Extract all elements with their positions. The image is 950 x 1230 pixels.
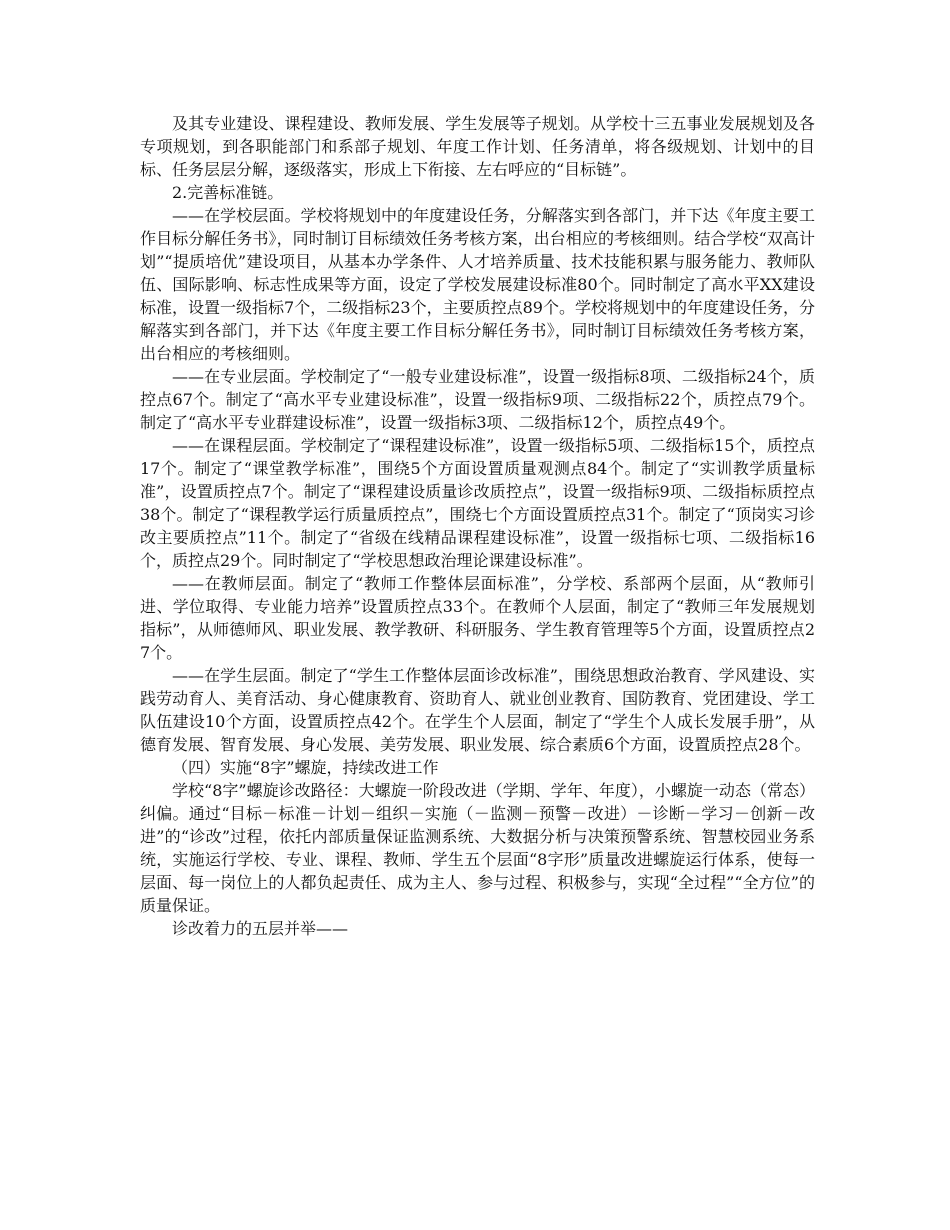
paragraph-standard-chain-heading: 2.完善标准链。 xyxy=(172,183,284,202)
paragraph-spiral-path: 学校“8字”螺旋诊改路径：大螺旋一阶段改进（学期、学年、年度），小螺旋一动态（常态）纠偏。通过“目标－标准－计划－组织－实施（－监测－预警－改进）－诊断－学习－创新－改进”的“诊改”过程，依托内部质量保证监测系统、大数据分析与决策预警系统、智慧校园业务系统，实施运行学校、专业、课程、教师、学生五个层面“8字形”质量改进螺旋运行体系，使每一层面、每一岗位上的人都负起责任、成为主人、参与过程、积极参与，实现“全过程”“全方位”的质量保证。 xyxy=(140,781,815,915)
paragraph-school-level: ——在学校层面。学校将规划中的年度建设任务，分解落实到各部门，并下达《年度主要工作目标分解任务书》，同时制订目标绩效任务考核方案，出台相应的考核细则。结合学校“双高计划”“提质培优”建设项目，从基本办学条件、人才培养质量、技术技能积累与服务能力、教师队伍、国际影响、标志性成果等方面，设定了学校发展建设标准80个。同时制定了高水平XX建设标准，设置一级指标7个，二级指标23个，主要质控点89个。学校将规划中的年度建设任务，分解落实到各部门，并下达《年度主要工作目标分解任务书》，同时制订目标绩效任务考核方案，出台相应的考核细则。 xyxy=(140,206,815,363)
paragraph-goal-chain: 及其专业建设、课程建设、教师发展、学生发展等子规划。从学校十三五事业发展规划及各专项规划，到各职能部门和系部子规划、年度工作计划、任务清单，将各级规划、计划中的目标、任务层层分解，逐级落实，形成上下衔接、左右呼应的“目标链”。 xyxy=(140,114,815,179)
section-heading-spiral: （四）实施“8字”螺旋，持续改进工作 xyxy=(172,758,439,777)
paragraph-teacher-level: ——在教师层面。制定了“教师工作整体层面标准”，分学校、系部两个层面，从“教师引进、学位取得、专业能力培养”设置质控点33个。在教师个人层面，制定了“教师三年发展规划指标”，从师德师风、职业发展、教学教研、科研服务、学生教育管理等5个方面，设置质控点27个。 xyxy=(140,574,815,662)
paragraph-course-level: ——在课程层面。学校制定了“课程建设标准”，设置一级指标5项、二级指标15个，质控点17个。制定了“课堂教学标准”，围绕5个方面设置质量观测点84个。制定了“实训教学质量标准”，设置质控点7个。制定了“课程建设质量诊改质控点”，设置一级指标9项、二级指标质控点38个。制定了“课程教学运行质量质控点”，围绕七个方面设置质控点31个。制定了“顶岗实习诊改主要质控点”11个。制定了“省级在线精品课程建设标准”，设置一级指标七项、二级指标16个，质控点29个。同时制定了“学校思想政治理论课建设标准”。 xyxy=(140,436,815,570)
paragraph-major-level: ——在专业层面。学校制定了“一般专业建设标准”，设置一级指标8项、二级指标24个，质控点67个。制定了“高水平专业建设标准”，设置一级指标9项、二级指标22个，质控点79个。制定了“高水平专业群建设标准”，设置一级指标3项、二级指标12个，质控点49个。 xyxy=(140,367,815,432)
paragraph-student-level: ——在学生层面。制定了“学生工作整体层面诊改标准”，围绕思想政治教育、学风建设、实践劳动育人、美育活动、身心健康教育、资助育人、就业创业教育、国防教育、党团建设、学工队伍建设10个方面，设置质控点42个。在学生个人层面，制定了“学生个人成长发展手册”，从德育发展、智育发展、身心发展、美劳发展、职业发展、综合素质6个方面，设置质控点28个。 xyxy=(140,666,815,754)
paragraph-five-levels: 诊改着力的五层并举—— xyxy=(172,919,349,938)
document-body xyxy=(140,112,815,940)
